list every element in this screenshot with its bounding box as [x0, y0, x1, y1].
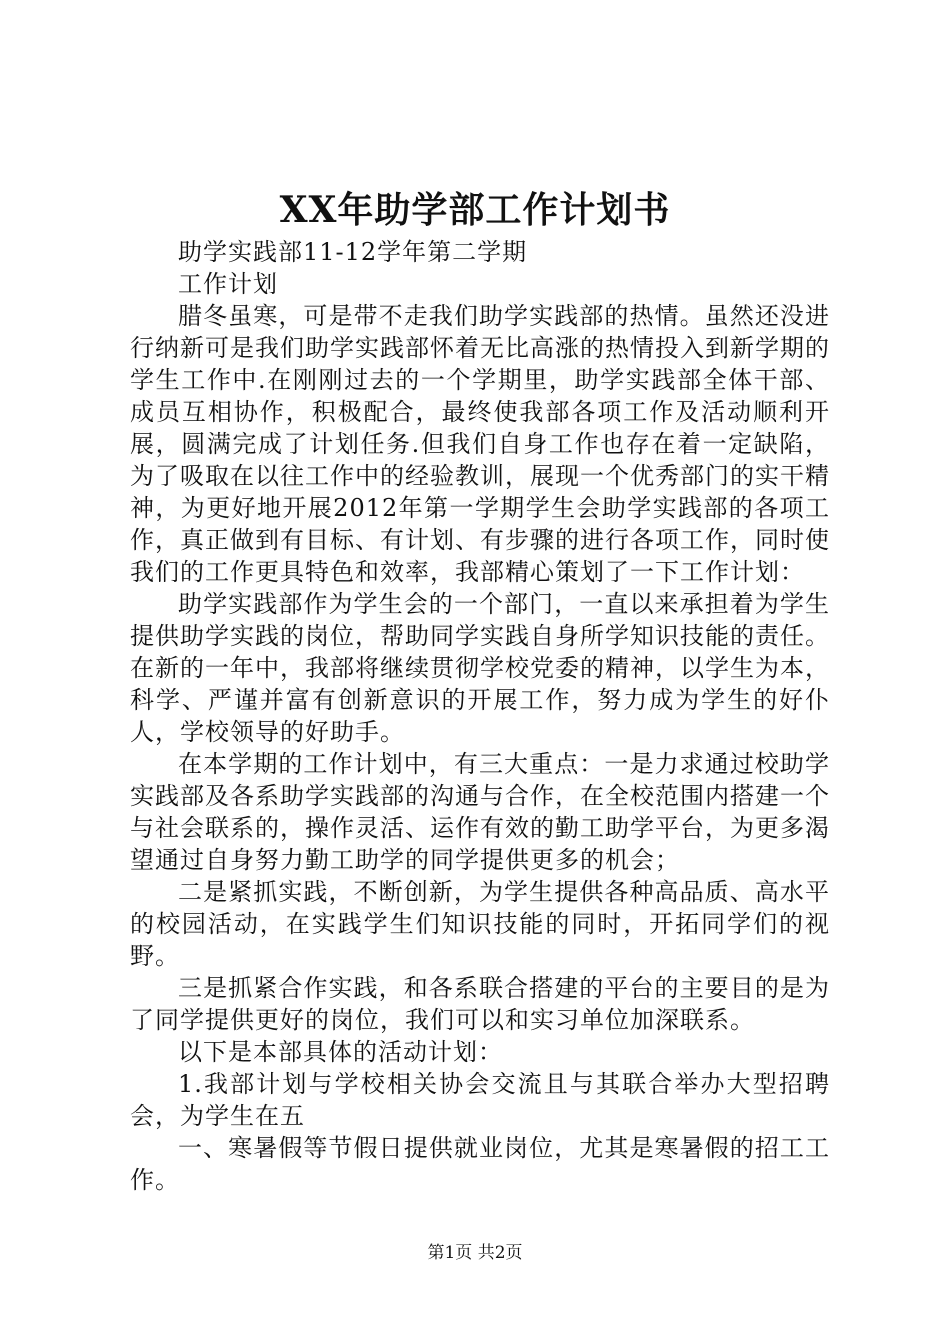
- document-body: [130, 236, 830, 1196]
- document-title: XX年助学部工作计划书: [279, 189, 671, 231]
- paragraph-activity-one: 1.我部计划与学校相关协会交流且与其联合举办大型招聘会，为学生在五: [130, 1070, 830, 1130]
- paragraph-focus-one: 在本学期的工作计划中，有三大重点：一是力求通过校助学实践部及各系助学实践部的沟通与合作，在全校范围内搭建一个与社会联系的，操作灵活、运作有效的勤工助学平台，为更多渴望通过自身努力勤工助学的同学提供更多的机会；: [130, 750, 830, 874]
- paragraph-department-role: 助学实践部作为学生会的一个部门，一直以来承担着为学生提供助学实践的岗位，帮助同学实践自身所学知识技能的责任。在新的一年中，我部将继续贯彻学校党委的精神，以学生为本，科学、严谨并富有创新意识的开展工作，努力成为学生的好仆人，学校领导的好助手。: [130, 590, 830, 746]
- paragraph-focus-two: 二是紧抓实践，不断创新，为学生提供各种高品质、高水平的校园活动，在实践学生们知识技能的同时，开拓同学们的视野。: [130, 878, 830, 970]
- paragraph-subtitle: 助学实践部11-12学年第二学期: [178, 238, 528, 266]
- page-indicator: 第1页 共2页: [427, 1243, 523, 1263]
- paragraph-focus-three: 三是抓紧合作实践，和各系联合搭建的平台的主要目的是为了同学提供更好的岗位，我们可以和实习单位加深联系。: [130, 974, 830, 1034]
- paragraph-intro: 腊冬虽寒，可是带不走我们助学实践部的热情。虽然还没进行纳新可是我们助学实践部怀着无比高涨的热情投入到新学期的学生工作中.在刚刚过去的一个学期里，助学实践部全体干部、成员互相协作，积极配合，最终使我部各项工作及活动顺利开展，圆满完成了计划任务.但我们自身工作也存在着一定缺陷，为了吸取在以往工作中的经验教训，展现一个优秀部门的实干精神，为更好地开展2012年第一学期学生会助学实践部的各项工作，真正做到有目标、有计划、有步骤的进行各项工作，同时使我们的工作更具特色和效率，我部精心策划了一下工作计划：: [130, 302, 830, 586]
- paragraph-activity-one-cont: 一、寒暑假等节假日提供就业岗位，尤其是寒暑假的招工工作。: [130, 1134, 830, 1194]
- paragraph-activity-intro: 以下是本部具体的活动计划：: [178, 1038, 503, 1066]
- paragraph-heading: 工作计划: [178, 270, 278, 298]
